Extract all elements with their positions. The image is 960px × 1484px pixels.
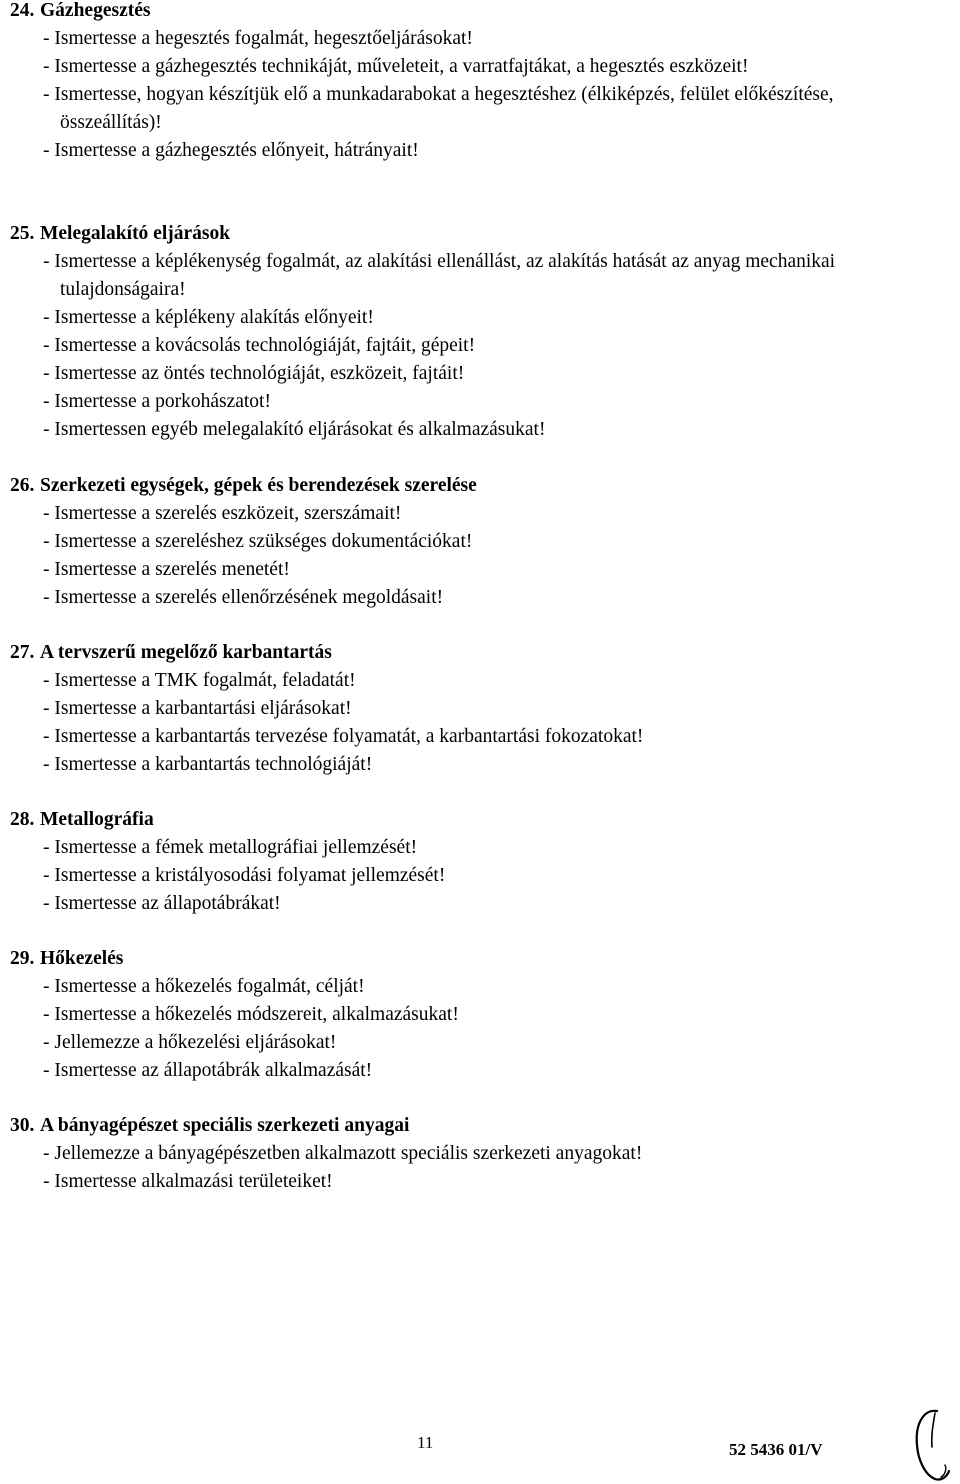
list-item: - Ismertesse a képlékenység fogalmát, az alakítási ellenállást, az alakítás hatását az anyag mechanikai tulajdonságaira! xyxy=(43,251,836,300)
list-item: - Ismertesse az állapotábrák alkalmazását! xyxy=(43,1060,373,1081)
section-heading: 24. Gázhegesztés xyxy=(10,0,151,21)
list-item: - Ismertesse a porkohászatot! xyxy=(43,391,271,412)
list-item: - Ismertesse a szerelés eszközeit, szerszámait! xyxy=(43,503,402,524)
list-item: - Ismertesse alkalmazási területeiket! xyxy=(43,1171,333,1192)
section-items xyxy=(43,25,863,165)
list-item: - Ismertesse a gázhegesztés technikáját, műveleteit, a varratfajtákat, a hegesztés eszközeit! xyxy=(43,56,749,77)
section-items xyxy=(43,834,863,918)
list-item: - Ismertesse a karbantartás tervezése folyamatát, a karbantartási fokozatokat! xyxy=(43,726,644,747)
list-item: - Ismertesse a szereléshez szükséges dokumentációkat! xyxy=(43,531,473,552)
section-items xyxy=(43,248,863,444)
list-item: - Ismertesse a képlékeny alakítás előnyeit! xyxy=(43,307,374,328)
section-heading: 25. Melegalakító eljárások xyxy=(10,223,231,244)
list-item: - Ismertesse a hőkezelés fogalmát, célját! xyxy=(43,976,365,997)
section-items xyxy=(43,973,863,1085)
list-item: - Ismertesse a szerelés menetét! xyxy=(43,559,290,580)
section-items xyxy=(43,1140,863,1196)
section-heading: 26. Szerkezeti egységek, gépek és berendezések szerelése xyxy=(10,475,477,496)
document-code: 52 5436 01/V xyxy=(729,1440,823,1459)
list-item: - Ismertesse a kristályosodási folyamat jellemzését! xyxy=(43,865,446,886)
section-items xyxy=(43,500,863,612)
list-item: - Ismertessen egyéb melegalakító eljárásokat és alkalmazásukat! xyxy=(43,419,546,440)
section-items xyxy=(43,667,863,779)
page-number: 11 xyxy=(417,1433,434,1452)
list-item: - Ismertesse az állapotábrákat! xyxy=(43,893,281,914)
section-heading: 27. A tervszerű megelőző karbantartás xyxy=(10,642,332,663)
list-item: - Ismertesse a gázhegesztés előnyeit, hátrányait! xyxy=(43,140,419,161)
signature-mark xyxy=(905,1405,955,1483)
list-item: - Ismertesse az öntés technológiáját, eszközeit, fajtáit! xyxy=(43,363,465,384)
list-item: - Ismertesse a kovácsolás technológiáját, fajtáit, gépeit! xyxy=(43,335,476,356)
section-heading: 30. A bányagépészet speciális szerkezeti anyagai xyxy=(10,1115,410,1136)
list-item: - Ismertesse a hőkezelés módszereit, alkalmazásukat! xyxy=(43,1004,459,1025)
list-item: - Ismertesse a fémek metallográfiai jellemzését! xyxy=(43,837,418,858)
list-item: - Ismertesse a hegesztés fogalmát, hegesztőeljárásokat! xyxy=(43,28,473,49)
list-item: - Ismertesse a karbantartás technológiáját! xyxy=(43,754,373,775)
list-item: - Ismertesse a TMK fogalmát, feladatát! xyxy=(43,670,356,691)
section-heading: 29. Hőkezelés xyxy=(10,948,124,969)
list-item: - Ismertesse a szerelés ellenőrzésének megoldásait! xyxy=(43,587,444,608)
section-heading: 28. Metallográfia xyxy=(10,809,154,830)
list-item: - Ismertesse a karbantartási eljárásokat! xyxy=(43,698,352,719)
list-item: - Jellemezze a hőkezelési eljárásokat! xyxy=(43,1032,337,1053)
list-item: - Jellemezze a bányagépészetben alkalmazott speciális szerkezeti anyagokat! xyxy=(43,1143,643,1164)
list-item: - Ismertesse, hogyan készítjük elő a munkadarabokat a hegesztéshez (élkiképzés, felület előkészítése, összeállítás)! xyxy=(43,84,834,133)
